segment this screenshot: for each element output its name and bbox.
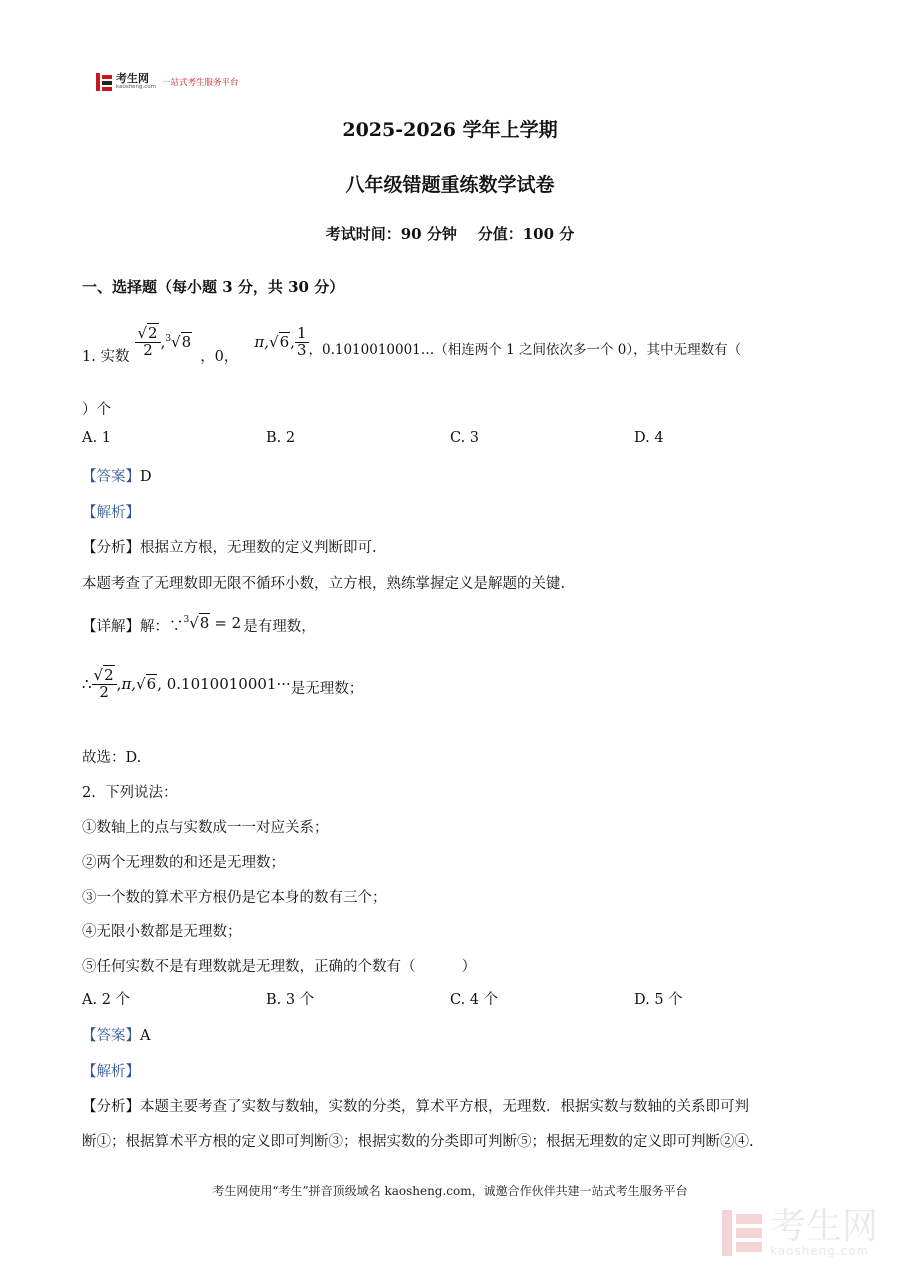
q2-answer-tag: 【答案】: [82, 1028, 140, 1044]
q1-detail-prefix: 解：∵: [140, 619, 184, 635]
q1-option-d: D. 4: [634, 430, 664, 446]
q2-fenxi-line1: [82, 1095, 749, 1116]
q1-option-a: A. 1: [82, 430, 111, 446]
logo-name: 考生网: [116, 72, 149, 86]
question-1-stem: 1. 实数 $\frac{√2}{2}$ , $^3$√8 ，0， π, √6, $\frac{1}{3}$ ，0.1010010001…（相连两个 1 之间依次多一个 0），其中无理数有（: [82, 323, 742, 365]
q1-detail-eq: = 2: [214, 614, 242, 632]
q1-sqrt2-radicand: 2: [148, 323, 158, 342]
q1-detail-tag: 【详解】: [82, 619, 140, 635]
q1-therefore-suffix: 是无理数；: [290, 680, 364, 697]
q1-detail-cbrt8: $^3$√8: [183, 614, 210, 632]
page-title: 2025-2026 学年上学期: [342, 119, 558, 141]
q1-therefore-sqrt6: √6: [136, 675, 157, 693]
q1-cbrt8: $^3$√8: [165, 333, 192, 351]
q1-kaocha: 本题考查了无理数即无限不循环小数，立方根，熟练掌握定义是解题的关键.: [82, 576, 566, 592]
header-logo: [96, 72, 239, 92]
q1-therefore-pi: π,: [121, 675, 137, 693]
q2-statement-1: ①数轴上的点与实数成一一对应关系；: [82, 820, 329, 836]
q1-detail: [82, 606, 316, 636]
watermark: [722, 1206, 878, 1258]
q2-option-b: B. 3 个: [266, 992, 315, 1008]
q2-option-a: A. 2 个: [82, 992, 131, 1008]
q2-analysis-tag: 【解析】: [82, 1064, 140, 1080]
q2-fenxi-tag: 【分析】: [82, 1099, 140, 1115]
q2-statement-4: ④无限小数都是无理数；: [82, 924, 242, 940]
q1-suffix: ，0.1010010001…（相连两个 1 之间依次多一个 0），其中无理数有（: [308, 342, 742, 358]
q1-sqrt6: √6,: [269, 333, 295, 351]
q1-answer-value: D: [140, 469, 152, 485]
q1-analysis-tag: 【解析】: [82, 505, 140, 521]
watermark-domain: kaosheng.com: [769, 1244, 870, 1258]
q2-option-d: D. 5 个: [634, 992, 683, 1008]
section-heading: 一、选择题（每小题 3 分，共 30 分）: [82, 278, 345, 296]
q1-detail-suffix: 是有理数，: [243, 619, 316, 635]
q1-stem-line2: ）个: [82, 402, 111, 418]
q2-statement-2: ②两个无理数的和还是无理数；: [82, 855, 285, 871]
watermark-logo-icon: [722, 1210, 762, 1256]
page-subtitle: 八年级错题重练数学试卷: [345, 174, 555, 196]
q1-fraction-1-3: $\frac{1}{3}$: [296, 323, 307, 359]
q1-option-b: B. 2: [266, 430, 296, 446]
q1-sqrt2-den: 2: [143, 340, 153, 359]
logo-domain: kaosheng.com: [116, 84, 157, 91]
q1-prefix: 1. 实数: [82, 348, 130, 365]
watermark-name: 考生网: [769, 1206, 878, 1247]
q1-pi: π,: [254, 333, 270, 351]
q1-therefore: ∴ $\frac{√2}{2}$ , π, √6 , 0.1010010001··· 是无理数；: [82, 665, 364, 701]
question-2-stem: 2. 下列说法：: [82, 785, 178, 801]
q1-option-c: C. 3: [450, 430, 480, 446]
q1-choose: 故选：D.: [82, 750, 142, 766]
page-footer: 考生网使用“考生”拼音顶级域名 kaosheng.com，诚邀合作伙伴共建一站式考生服务平台: [212, 1184, 688, 1198]
q2-option-c: C. 4 个: [450, 992, 499, 1008]
kaosheng-logo-icon: [96, 73, 112, 91]
q1-fenxi-text: 根据立方根，无理数的定义判断即可.: [140, 540, 377, 556]
q1-therefore-fraction: $\frac{√2}{2}$: [92, 668, 117, 701]
q2-answer: [82, 1024, 150, 1045]
q1-fenxi-tag: 【分析】: [82, 540, 140, 556]
q2-statement-3: ③一个数的算术平方根仍是它本身的数有三个；: [82, 890, 387, 906]
q1-zero: ，0，: [200, 348, 239, 365]
q1-therefore-symbol: ∴: [82, 675, 92, 693]
q2-fenxi-text1: 本题主要考查了实数与数轴，实数的分类，算术平方根，无理数．根据实数与数轴的关系即可判: [140, 1099, 749, 1115]
q2-statement-5: ⑤任何实数不是有理数就是无理数，正确的个数有（ ）: [82, 959, 477, 975]
exam-info: 考试时间：90 分钟 分值：100 分: [325, 225, 575, 243]
q1-fenxi: [82, 536, 377, 557]
logo-slogan: 一站式考生服务平台: [162, 78, 239, 88]
q1-therefore-list: , 0.1010010001···: [157, 675, 291, 693]
q1-answer: [82, 465, 152, 486]
q2-answer-value: A: [140, 1028, 151, 1044]
q1-answer-tag: 【答案】: [82, 469, 140, 485]
q1-fraction-sqrt2: $\frac{√2}{2}$: [135, 326, 160, 359]
q2-fenxi-line2: 断①；根据算术平方根的定义即可判断③；根据实数的分类即可判断⑤；根据无理数的定义即可判断②④.: [82, 1134, 754, 1150]
